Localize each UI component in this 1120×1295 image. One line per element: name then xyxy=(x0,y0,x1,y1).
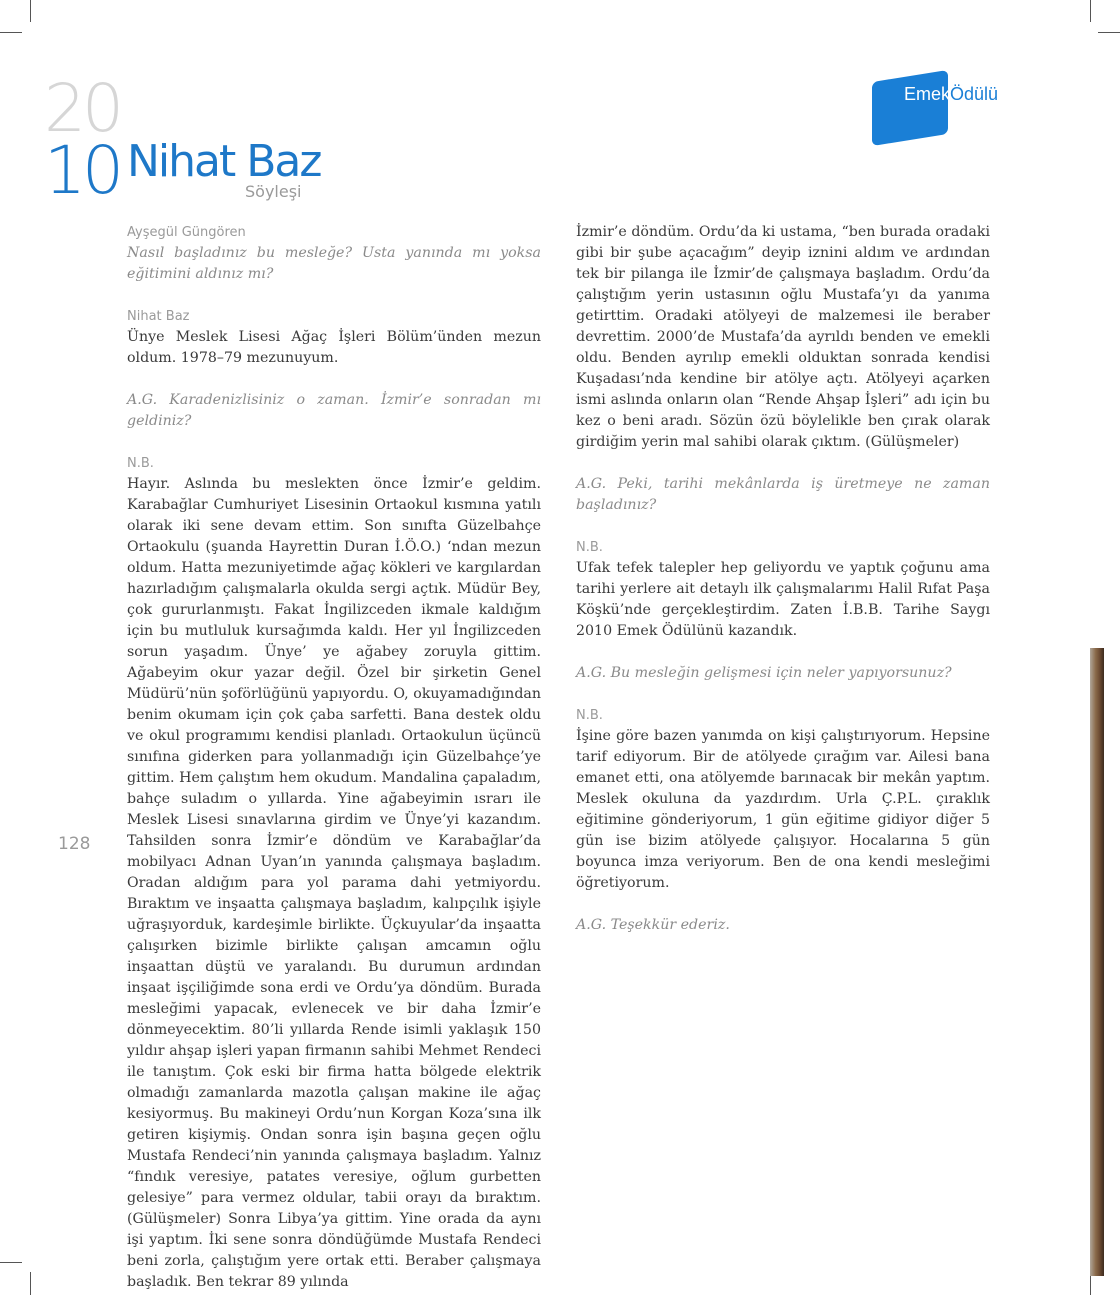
page-title: Nihat Baz xyxy=(127,136,321,187)
paragraph-gap xyxy=(576,642,990,663)
interview-question: Nasıl başladınız bu mesleğe? Usta yanında mı yoksa eğitimini aldınız mı? xyxy=(127,245,541,282)
award-badge-label-suffix: Ödülü xyxy=(950,84,999,104)
page-subtitle: Söyleşi xyxy=(245,182,302,201)
interview-question: A.G. Bu mesleğin gelişmesi için neler yapıyorsunuz? xyxy=(576,665,952,681)
paragraph-gap xyxy=(127,369,541,390)
speaker-name: N.B. xyxy=(576,708,603,723)
award-badge-shape xyxy=(872,70,951,146)
paragraph-gap xyxy=(127,285,541,306)
left-text-column xyxy=(127,222,541,1293)
interview-answer: Ünye Meslek Lisesi Ağaç İşleri Bölüm’ünden mezun oldum. 1978–79 mezunuyum. xyxy=(127,329,541,366)
interview-answer: İşine göre bazen yanımda on kişi çalıştırıyorum. Hepsine tarif ediyorum. Bir de atölyede çırağım var. Ailesi bana emanet etti, ona atölyemde barınacak bir mekân yaptım. Meslek okuluna da yazdırdım. Urla Ç.P.L. çıraklık eğitimine gönderiyorum, 1 gün eğitime gidiyor diğer 5 gün ise bizim atölyede çalışıyor. Hocalarına 5 gün boyunca imza veriyorum. Ben de ona kendi mesleğimi öğretiyorum. xyxy=(576,728,990,891)
paragraph-gap xyxy=(127,432,541,453)
award-badge-label: Emek xyxy=(904,84,951,104)
right-text-column xyxy=(576,222,990,936)
speaker-name: Nihat Baz xyxy=(127,309,190,324)
interview-answer: İzmir’e döndüm. Ordu’da ki ustama, “ben burada oradaki gibi bir şube açacağım” deyip iznini aldım ve ardından tek bir pilanga ile İzmir’de çalışmaya başladım. Ordu’da çalıştığım yerin ustasının oğlu Mustafa’yı da yanıma getirttim. Oradaki atölyeyi de malzemesi ile beraber devrettim. 2000’de Mustafa’da ayrıldı benden ve emekli oldu. Benden ayrılıp emekli olduktan sonrada kendisi Kuşadası’nda kendine bir atölye açtı. Atölyeyi açarken ismi aslında onların olan “Rende Ahşap İşleri” adı için bu kez o beni aradı. Sözün özü böylelikle ben çırak olarak girdiğim yerin mal sahibi olarak çıktım. (Gülüşmeler) xyxy=(576,224,990,450)
speaker-name: Ayşegül Güngören xyxy=(127,225,246,240)
interview-question: A.G. Peki, tarihi mekânlarda iş üretmeye ne zaman başladınız? xyxy=(576,476,990,513)
paragraph-gap xyxy=(576,684,990,705)
interview-question: A.G. Karadenizlisiniz o zaman. İzmir’e sonradan mı geldiniz? xyxy=(127,392,541,429)
year-top: 20 xyxy=(44,70,120,147)
page-number: 128 xyxy=(58,834,91,854)
speaker-name: N.B. xyxy=(127,456,154,471)
interview-answer: Ufak tefek talepler hep geliyordu ve yaptık çoğunu ama tarihi yerlere ait detaylı ilk çalışmalarımı Halil Rıfat Paşa Köşkü’nde gerçekleştirdim. Zaten İ.B.B. Tarihe Saygı 2010 Emek Ödülünü kazandık. xyxy=(576,560,990,639)
interview-question: A.G. Teşekkür ederiz. xyxy=(576,917,730,933)
photo-edge-image xyxy=(1090,648,1104,1276)
paragraph-gap xyxy=(576,894,990,915)
interview-answer: Hayır. Aslında bu meslekten önce İzmir’e geldim. Karabağlar Cumhuriyet Lisesinin Ortaokul kısmına yatılı olarak iki sene devam ettim. Son sınıfta Güzelbahçe Ortaokulu (şuanda Hayrettin Duran İ.Ö.O.) ‘ndan mezun oldum. Hatta mezuniyetimde ağaç kökleri ve kargılardan hazırladığım çalışmalarla okulda sergi açtık. Müdür Bey, çok gururlanmıştı. Fakat İngilizceden ikmale kaldığım için bu mutluluk kursağımda kaldı. Her yıl İngilizceden sorun yaşadım. Ünye’ ye ağabey zoruyla gittim. Ağabeyim okur yazar değil. Özel bir şirketin Genel Müdürü’nün şoförlüğünü yapıyordu. O, okuyamadığından benim okumam için çok çaba sarfetti. Bana destek oldu ve okul programımı kendisi planladı. Ortaokulun üçüncü sınıfına giderken para yollanmadığı için Güzelbahçe’ye gittim. Hem çalıştım hem okudum. Mandalina çapaladım, bahçe suladım o yıllarda. Yine ağabeyimin ısrarı ile Meslek Lisesi sınavlarına girdim ve Ünye’yi kazandım. Tahsilden sonra İzmir’e döndüm ve Karabağlar’da mobilyacı Adnan Uyan’ın yanında çalışmaya başladım. Oradan aldığım para yol parama dahi yetmiyordu. Bıraktım ve inşaatta çalışmaya başladım, kalıpçılık işiyle uğraşıyorduk, kardeşimle birlikte. Üçkuyular’da inşaatta çalışırken bizimle birlikte çalışan amcamın oğlu inşaattan düştü ve yaralandı. Bu durumun ardından inşaat işçiliğimde sona erdi ve Ordu’ya döndüm. Burada mesleğimi yapacak, evlenecek ve bir daha İzmir’e dönmeyecektim. 80’li yıllarda Rende isimli yaklaşık 150 yıldır ahşap işleri yapan firmanın sahibi Mehmet Rendeci ile tanıştım. Çok eski bir firma hatta bölgede elektrik olmadığı zamanlarda mazotla çalışan makine ile ağaç kesiyormuş. Bu makineyi Ordu’nun Korgan Koza’sına ilk getiren kişiymiş. Ondan sonra işin başına geçen oğlu Mustafa Rendeci’nin yanında çalışmaya başladım. Yalnız “fındık veresiye, patates veresiye, oğlum gurbetten gelesiye” para vermez oldular, tabii orayı da bıraktım. (Gülüşmeler) Sonra Libya’ya gittim. Yine orada da aynı işi yaptım. İki sene sonra döndüğümde Mustafa Rendeci beni zorla, çalıştığım yere ortak etti. Beraber çalışmaya başladık. Ben tekrar 89 yılında xyxy=(127,476,541,1290)
year-bottom: 10 xyxy=(44,132,120,209)
speaker-name: N.B. xyxy=(576,540,603,555)
paragraph-gap xyxy=(576,516,990,537)
paragraph-gap xyxy=(576,453,990,474)
